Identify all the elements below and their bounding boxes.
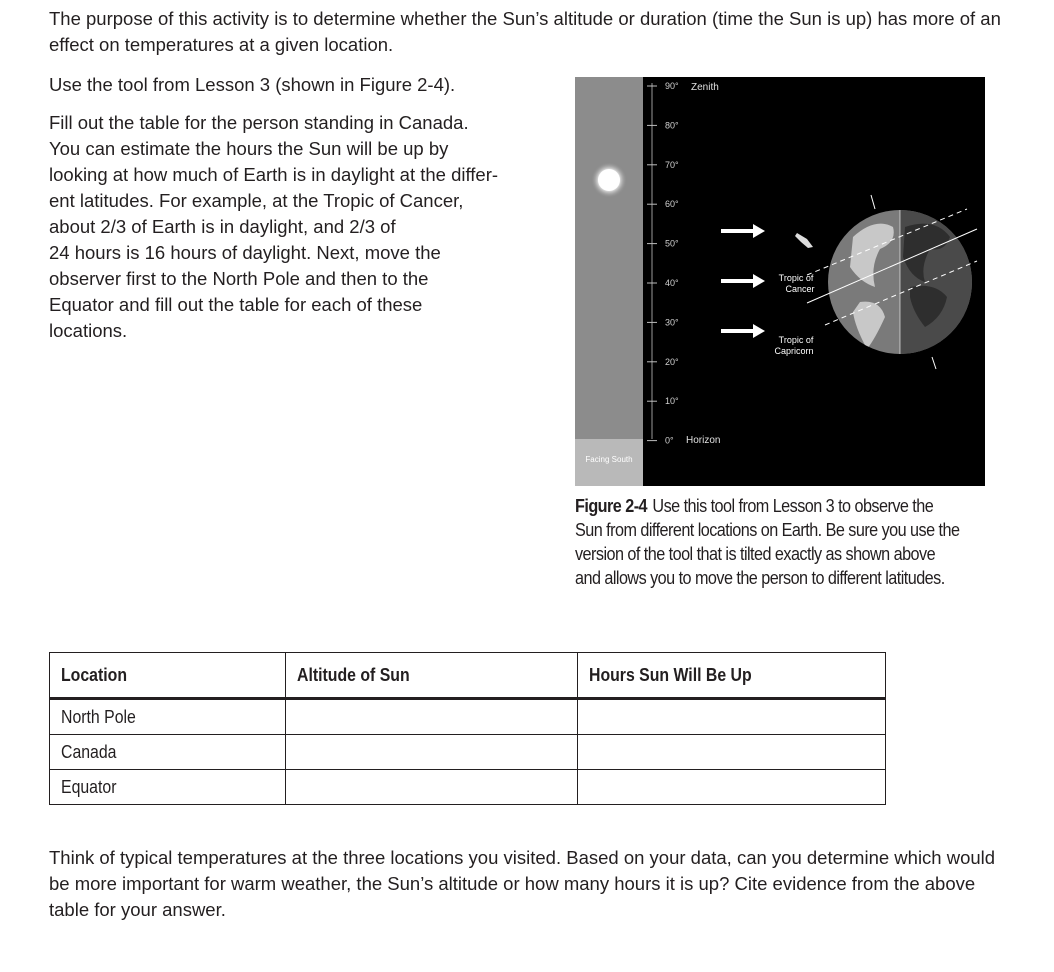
instructions-line: Equator and fill out the table for each of these xyxy=(49,294,423,315)
instructions-paragraph xyxy=(49,110,559,344)
table-header-row xyxy=(50,653,886,699)
hours-cell[interactable] xyxy=(578,770,886,805)
caption-line: version of the tool that is tilted exactly as shown above xyxy=(575,544,936,564)
lead-paragraph: Use the tool from Lesson 3 (shown in Figure 2-4). xyxy=(49,74,456,95)
table-row xyxy=(50,699,886,735)
figure-label: Figure 2-4 xyxy=(575,496,648,516)
header-text: Altitude of Sun xyxy=(297,664,410,685)
zenith-label: Zenith xyxy=(691,82,719,93)
figure-caption xyxy=(575,494,994,590)
horizon-label: Horizon xyxy=(686,435,721,446)
instructions-line: about 2/3 of Earth is in daylight, and 2/3 of xyxy=(49,216,396,237)
altitude-tick-label: 90° xyxy=(665,81,679,91)
header-text: Location xyxy=(61,664,127,685)
instructions-line: locations. xyxy=(49,320,128,341)
altitude-tick-label: 0° xyxy=(665,435,674,446)
hours-cell[interactable] xyxy=(578,735,886,770)
table-row xyxy=(50,735,886,770)
tropic-capricorn-label: Capricorn xyxy=(774,346,814,356)
altitude-cell[interactable] xyxy=(286,735,578,770)
altitude-tick-label: 40° xyxy=(665,278,679,288)
altitude-tick-label: 20° xyxy=(665,356,679,367)
location-cell xyxy=(50,770,286,805)
altitude-cell[interactable] xyxy=(286,699,578,735)
altitude-cell[interactable] xyxy=(286,770,578,805)
caption-line: Use this tool from Lesson 3 to observe the xyxy=(652,496,934,516)
header-altitude xyxy=(286,653,578,699)
instructions-line: 24 hours is 16 hours of daylight. Next, move the xyxy=(49,242,441,263)
header-text: Hours Sun Will Be Up xyxy=(589,664,752,685)
sky-strip xyxy=(575,77,643,447)
caption-line: and allows you to move the person to different latitudes. xyxy=(575,568,945,588)
altitude-tick-label: 60° xyxy=(665,199,679,210)
location-text: Equator xyxy=(61,776,117,797)
location-text: North Pole xyxy=(61,706,136,727)
caption-line: Sun from different locations on Earth. Be sure you use the xyxy=(575,520,960,540)
facing-label: Facing South xyxy=(585,455,633,464)
sun-core xyxy=(598,169,620,191)
hours-cell[interactable] xyxy=(578,699,886,735)
location-cell xyxy=(50,699,286,735)
header-hours xyxy=(578,653,886,699)
instructions-line: observer first to the North Pole and then to the xyxy=(49,268,429,289)
instructions-line: looking at how much of Earth is in daylight at the differ- xyxy=(49,164,499,185)
altitude-tick-label: 30° xyxy=(665,317,679,328)
table-row xyxy=(50,770,886,805)
location-cell xyxy=(50,735,286,770)
header-location xyxy=(50,653,286,699)
altitude-tick-label: 80° xyxy=(665,120,679,131)
sun-altitude-figure xyxy=(575,77,985,486)
intro-paragraph: The purpose of this activity is to determine whether the Sun’s altitude or duration (time the Sun is up) has more of an effect on temperatures at a given location. xyxy=(49,8,1001,55)
altitude-tick-label: 70° xyxy=(665,159,679,170)
altitude-tick-label: 10° xyxy=(665,396,679,407)
instructions-line: You can estimate the hours the Sun will be up by xyxy=(49,138,449,159)
instructions-line: Fill out the table for the person standing in Canada. xyxy=(49,112,469,133)
tropic-cancer-label: Cancer xyxy=(785,284,815,294)
outro-paragraph: Think of typical temperatures at the three locations you visited. Based on your data, can you determine which would be more important for warm weather, the Sun’s altitude or how many hours it is up? Cite evidence from the above table for your answer. xyxy=(49,847,996,920)
instructions-line: ent latitudes. For example, at the Tropic of Cancer, xyxy=(49,190,464,211)
observation-table xyxy=(49,652,886,805)
tropic-cancer-label: Tropic of xyxy=(778,273,814,283)
tropic-capricorn-label: Tropic of xyxy=(778,335,814,345)
altitude-tick-label: 50° xyxy=(665,238,679,249)
location-text: Canada xyxy=(61,741,117,762)
figure-canvas xyxy=(575,77,985,486)
